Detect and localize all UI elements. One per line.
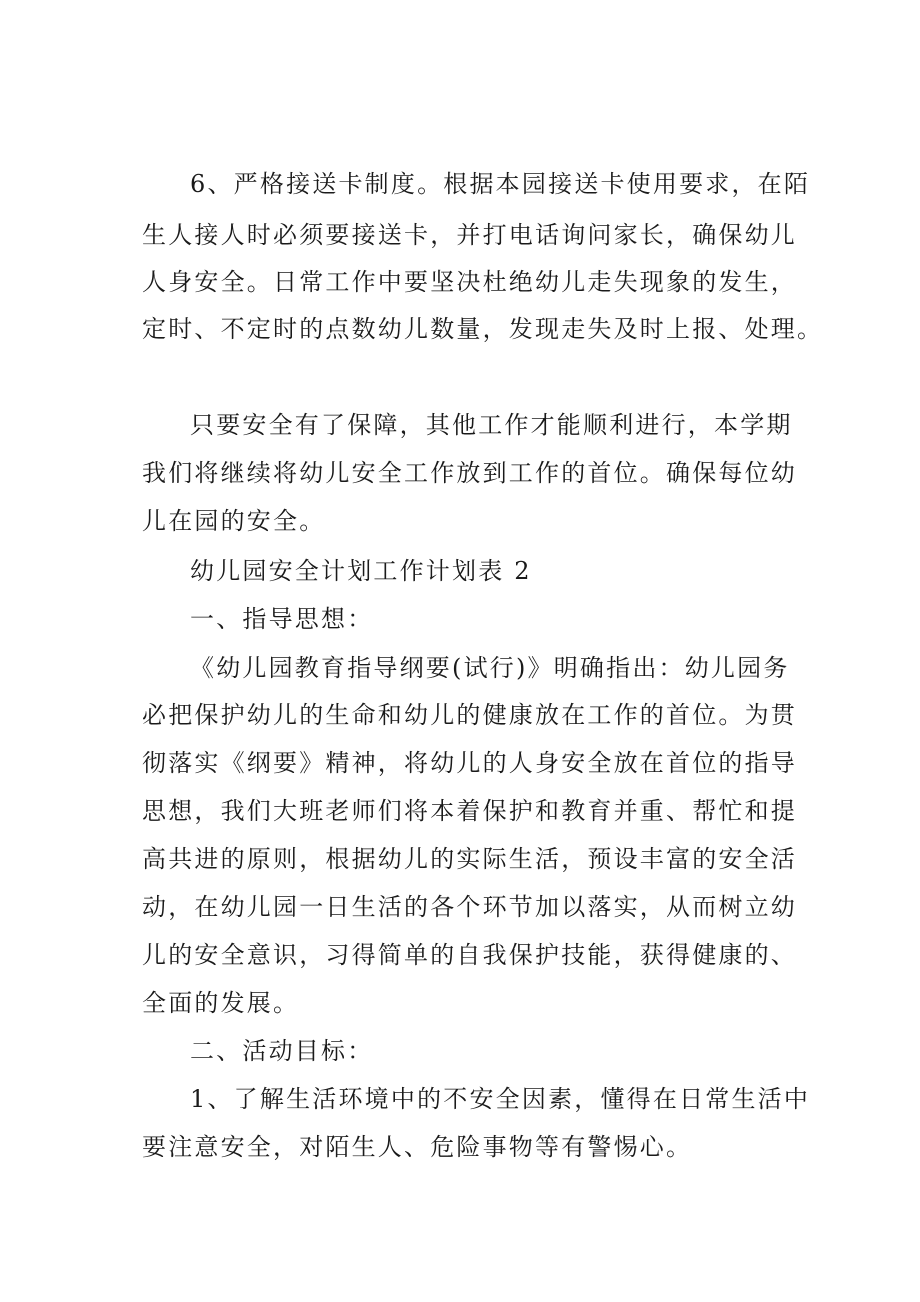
- heading-activity-goals: 二、活动目标：: [190, 1037, 374, 1065]
- heading-guiding-ideas: 一、指导思想：: [190, 605, 374, 633]
- paragraph-line: 全面的发展。: [142, 989, 300, 1017]
- paragraph-line: 思想，我们大班老师们将本着保护和教育并重、帮忙和提: [142, 797, 797, 825]
- paragraph-line: 我们将继续将幼儿安全工作放到工作的首位。确保每位幼: [142, 459, 797, 487]
- paragraph-line: 定时、不定时的点数幼儿数量，发现走失及时上报、处理。: [142, 315, 824, 343]
- section-title: 幼儿园安全计划工作计划表 2: [190, 557, 532, 585]
- paragraph-line: 动，在幼儿园一日生活的各个环节加以落实，从而树立幼: [142, 893, 797, 921]
- paragraph-line: 1、了解生活环境中的不安全因素，懂得在日常生活中: [190, 1085, 811, 1113]
- paragraph-line: 必把保护幼儿的生命和幼儿的健康放在工作的首位。为贯: [142, 701, 797, 729]
- paragraph-line: 高共进的原则，根据幼儿的实际生活，预设丰富的安全活: [142, 845, 797, 873]
- paragraph-line: 人身安全。日常工作中要坚决杜绝幼儿走失现象的发生，: [142, 268, 797, 296]
- paragraph-line: 儿的安全意识，习得简单的自我保护技能，获得健康的、: [142, 941, 797, 969]
- paragraph-line: 《幼儿园教育指导纲要(试行)》明确指出：幼儿园务: [190, 654, 790, 682]
- paragraph-line: 生人接人时必须要接送卡，并打电话询问家长，确保幼儿: [142, 221, 797, 249]
- paragraph-line: 要注意安全，对陌生人、危险事物等有警惕心。: [142, 1133, 693, 1161]
- paragraph-line: 6、严格接送卡制度。根据本园接送卡使用要求，在陌: [190, 170, 811, 198]
- paragraph-line: 只要安全有了保障，其他工作才能顺利进行，本学期: [190, 411, 793, 439]
- paragraph-line: 儿在园的安全。: [142, 507, 326, 535]
- paragraph-line: 彻落实《纲要》精神，将幼儿的人身安全放在首位的指导: [142, 749, 797, 777]
